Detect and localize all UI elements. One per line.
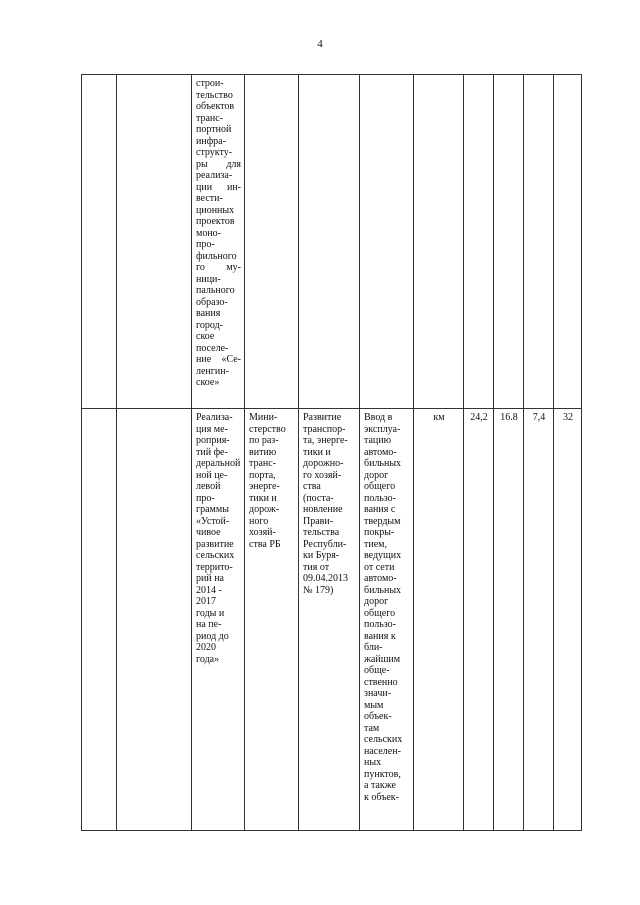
cell-empty [524, 75, 554, 409]
cell-empty [82, 409, 117, 831]
text-line: инфра- [196, 135, 226, 147]
text-line: строи- [196, 78, 224, 89]
text-line: моно- [196, 227, 222, 239]
cell-empty [360, 75, 414, 409]
text-line: тацию [364, 435, 392, 446]
cell-empty [245, 75, 299, 409]
cell-value-2 [494, 409, 524, 831]
text-line: левой [196, 481, 221, 492]
cell-empty [414, 75, 464, 409]
text-line: Ввод в [364, 412, 393, 423]
text-line: вания с [364, 504, 396, 515]
text-line: мым [364, 699, 384, 711]
text-line: ственно [364, 676, 398, 688]
text-line: дорож- [249, 504, 280, 515]
cell-value-4 [554, 409, 582, 831]
text-line: вания к [364, 630, 396, 642]
text-line: Республи- [303, 538, 347, 550]
text-line: развитие [196, 538, 234, 550]
text-line: 09.04.2013 [303, 573, 348, 584]
text-line: про- [196, 239, 215, 250]
text-line: тием, [364, 538, 387, 550]
cell-empty [554, 75, 582, 409]
cell-empty [464, 75, 494, 409]
text-line: жайшим [364, 653, 401, 665]
text-line: года» [196, 653, 220, 665]
text-line: граммы [196, 504, 229, 515]
program-table [81, 74, 582, 831]
text-line: ция ме- [196, 423, 228, 435]
text-line: ници- [196, 273, 221, 285]
text-line: ры для [196, 158, 241, 170]
text-line: автомо- [364, 573, 397, 584]
value-4: 32 [563, 412, 573, 423]
text-line: на пе- [196, 619, 222, 630]
unit: км [433, 412, 445, 423]
text-line: ние «Се- [196, 354, 241, 365]
measure-name [196, 412, 241, 665]
text-line: сельских [196, 550, 235, 561]
page-number: 4 [317, 38, 323, 50]
text-line: дорог [364, 596, 389, 607]
table-row [82, 409, 582, 831]
text-line: общего [364, 607, 396, 619]
text-line: твердым [364, 515, 401, 527]
text-line: (поста- [303, 492, 334, 504]
text-line: вания [196, 308, 221, 319]
object-description [196, 78, 241, 389]
cell-value-1 [464, 409, 494, 831]
text-line: ства РБ [249, 538, 281, 550]
text-line: годы и [196, 607, 225, 619]
text-line: тельство [196, 89, 233, 101]
text-line: риод до [196, 630, 229, 642]
text-line: 2017 [196, 596, 216, 607]
text-line: тия от [303, 561, 330, 573]
text-line: Прави- [303, 515, 334, 527]
text-line: ленгин- [196, 365, 229, 377]
text-line: ское» [196, 377, 220, 388]
text-line: реализа- [196, 170, 233, 181]
text-line: Реализа- [196, 412, 233, 423]
text-line: чивое [196, 527, 221, 538]
text-line: населен- [364, 745, 401, 757]
text-line: общего [364, 481, 396, 492]
executor [249, 412, 295, 550]
text-line: тики и [303, 446, 331, 458]
text-line: пунктов, [364, 768, 401, 780]
text-line: стерство [249, 423, 286, 435]
text-line: 2020 [196, 642, 216, 653]
text-line: объектов [196, 101, 235, 112]
text-line: ское [196, 331, 215, 342]
cell-empty [82, 75, 117, 409]
text-line: там [364, 722, 380, 734]
text-line: город- [196, 319, 223, 331]
text-line: по раз- [249, 435, 279, 446]
text-line: транс- [196, 112, 224, 124]
text-line: ства [303, 481, 321, 492]
cell-empty [494, 75, 524, 409]
text-line: «Устой- [196, 515, 230, 527]
text-line: ки Буря- [303, 550, 340, 561]
indicator-description [364, 412, 410, 803]
text-line: структу- [196, 147, 233, 158]
text-line: хозяй- [249, 527, 276, 538]
cell-unit [414, 409, 464, 831]
value-1: 24,2 [470, 412, 488, 423]
cell-executor [245, 409, 299, 831]
text-line: ции ин- [196, 181, 241, 193]
text-line: го хозяй- [303, 469, 342, 481]
text-line: тий фе- [196, 446, 228, 458]
text-line: роприя- [196, 435, 230, 446]
text-line: портной [196, 124, 232, 135]
cell-empty [117, 75, 192, 409]
text-line: автомо- [364, 446, 397, 458]
text-line: дорожно- [303, 458, 344, 469]
text-line: 2014 - [196, 584, 222, 596]
text-line: Мини- [249, 412, 278, 423]
text-line: транспор- [303, 423, 346, 435]
text-line: образо- [196, 296, 228, 308]
text-line: бильных [364, 458, 402, 469]
text-line: ного [249, 515, 269, 527]
text-line: ционных [196, 204, 235, 216]
cell-program [299, 409, 360, 831]
text-line: пользо- [364, 492, 396, 504]
text-line: вести- [196, 193, 223, 204]
cell-empty [117, 409, 192, 831]
text-line: Развитие [303, 412, 342, 423]
text-line: тики и [249, 492, 277, 504]
text-line: покры- [364, 527, 395, 538]
text-line: бильных [364, 584, 402, 596]
value-2: 16.8 [500, 412, 518, 423]
cell-value-3 [524, 409, 554, 831]
text-line: к объек- [364, 791, 399, 803]
text-line: значи- [364, 688, 392, 699]
text-line: энерге- [249, 481, 280, 492]
value-3: 7,4 [532, 412, 546, 423]
text-line: ведущих [364, 550, 402, 561]
text-line: пользо- [364, 619, 396, 630]
text-line: витию [249, 446, 277, 458]
text-line: бли- [364, 642, 383, 653]
text-line: эксплуа- [364, 423, 401, 435]
text-line: от сети [364, 561, 395, 573]
text-line: пального [196, 285, 235, 296]
cell-measure-name [192, 409, 245, 831]
text-line: тельства [303, 527, 340, 538]
cell-indicator [360, 409, 414, 831]
text-line: проектов [196, 216, 235, 227]
text-line: та, энерге- [303, 435, 348, 446]
text-line: ных [364, 757, 382, 768]
text-line: ной це- [196, 469, 228, 481]
text-line: транс- [249, 458, 277, 469]
text-line: новление [303, 504, 343, 515]
text-line: № 179) [303, 584, 334, 596]
cell-object-description [192, 75, 245, 409]
text-line: го му- [196, 262, 241, 273]
text-line: террито- [196, 561, 233, 573]
table-row [82, 75, 582, 409]
text-line: дорог [364, 469, 389, 481]
text-line: деральной [196, 458, 241, 469]
text-line: про- [196, 492, 215, 504]
text-line: рий на [196, 573, 224, 584]
text-line: фильного [196, 250, 237, 262]
text-line: а также [364, 780, 396, 791]
text-line: объек- [364, 711, 392, 722]
program-reference [303, 412, 356, 596]
text-line: порта, [249, 469, 276, 481]
cell-empty [299, 75, 360, 409]
text-line: сельских [364, 734, 403, 745]
text-line: обще- [364, 665, 390, 676]
text-line: поселе- [196, 342, 229, 354]
